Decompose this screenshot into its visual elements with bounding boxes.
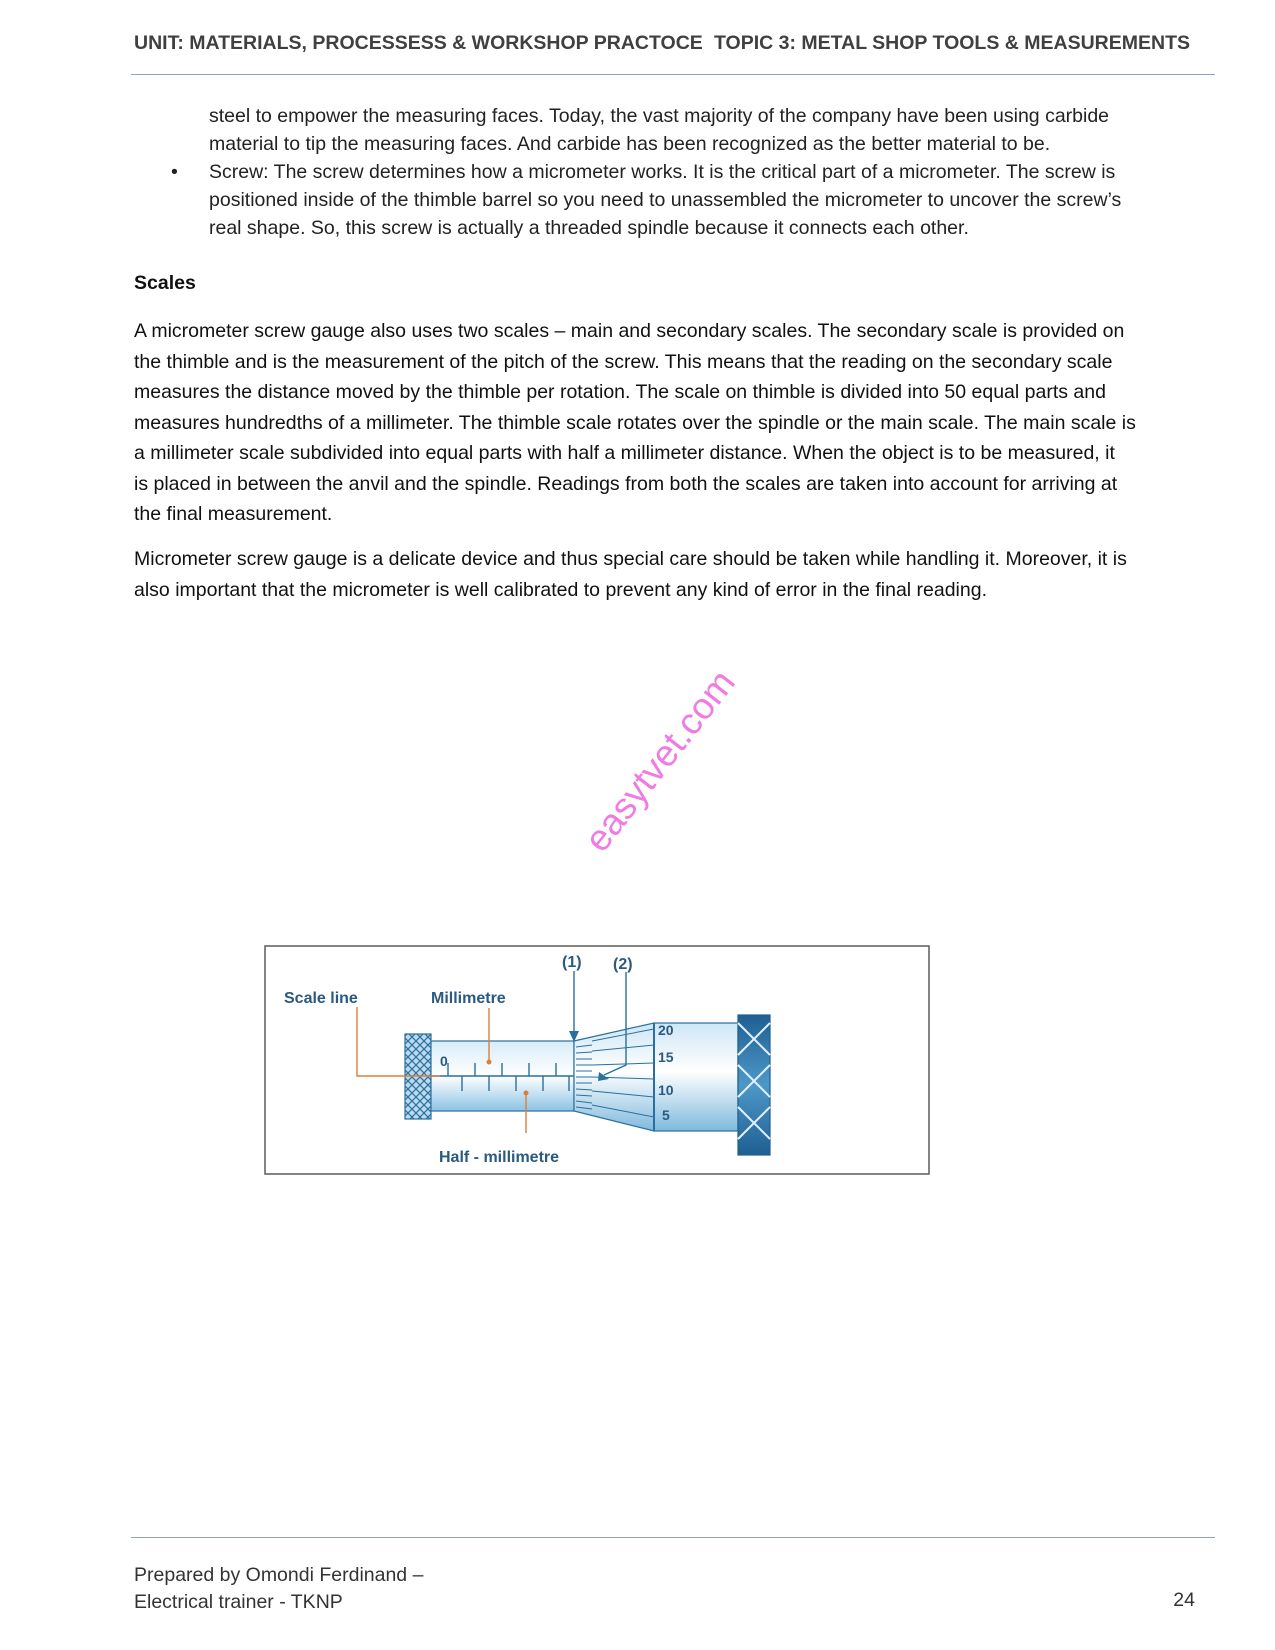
page-header	[134, 32, 1190, 74]
bullet-dot: •	[171, 161, 178, 183]
paragraph-line: the thimble and is the measurement of the pitch of the screw. This means that the reading on the secondary scale	[134, 350, 1113, 373]
screw-line: Screw: The screw determines how a micrometer works. It is the critical part of a micrometer. The screw is	[209, 161, 1116, 183]
half-millimetre-label: Half - millimetre	[439, 1149, 560, 1166]
zero-label: 0	[440, 1053, 448, 1069]
marker-1-label: (1)	[562, 954, 582, 971]
bullet-continuation-line: material to tip the measuring faces. And carbide has been recognized as the better material to be.	[209, 133, 1051, 155]
page-footer	[134, 1562, 423, 1616]
micrometer-scale-figure	[264, 945, 930, 1175]
paragraph-line: also important that the micrometer is well calibrated to prevent any kind of error in the final reading.	[134, 578, 988, 601]
watermark: easytvet.com	[576, 662, 743, 860]
footer-rule	[131, 1537, 1215, 1538]
section-heading-scales: Scales	[134, 272, 196, 294]
page-number: 24	[1173, 1589, 1195, 1611]
screw-line: real shape. So, this screw is actually a threaded spindle because it connects each other.	[209, 217, 969, 239]
scale-line-label: Scale line	[284, 990, 358, 1007]
marker-2-label: (2)	[613, 956, 633, 973]
millimetre-label: Millimetre	[431, 990, 506, 1007]
header-topic: TOPIC 3: METAL SHOP TOOLS & MEASUREMENTS	[714, 32, 1190, 54]
paragraph-line: a millimeter scale subdivided into equal parts with half a millimeter distance. When the object is to be measured, it	[134, 442, 1115, 464]
footer-role: Electrical trainer - TKNP	[134, 1591, 343, 1613]
screw-line: positioned inside of the thimble barrel so you need to unassembled the micrometer to uncover the screw’s	[209, 189, 1122, 211]
paragraph-line: is placed in between the anvil and the spindle. Readings from both the scales are taken into account for arriving at	[134, 472, 1118, 495]
paragraph-scales	[134, 316, 1214, 530]
thimble-number: 20	[658, 1022, 674, 1038]
header-unit: UNIT: MATERIALS, PROCESSESS & WORKSHOP PRACTOCE	[134, 32, 703, 54]
thimble-number: 5	[662, 1107, 670, 1123]
thimble-number: 15	[658, 1049, 674, 1065]
paragraph-line: A micrometer screw gauge also uses two scales – main and secondary scales. The secondary scale is provided on	[134, 320, 1125, 342]
bullet-list	[134, 102, 1204, 242]
paragraph-line: measures hundredths of a millimeter. The thimble scale rotates over the spindle or the main scale. The main scale is	[134, 411, 1136, 434]
paragraph-line: Micrometer screw gauge is a delicate device and thus special care should be taken while handling it. Moreover, it is	[134, 548, 1127, 570]
bullet-continuation-line: steel to empower the measuring faces. Today, the vast majority of the company have been using carbide	[209, 105, 1110, 127]
paragraph-care	[134, 544, 1214, 605]
paragraph-line: measures the distance moved by the thimble per rotation. The scale on thimble is divided into 50 equal parts and	[134, 381, 1106, 403]
header-rule	[131, 74, 1215, 75]
list-item-screw	[134, 158, 1204, 186]
paragraph-line: the final measurement.	[134, 503, 333, 525]
thimble-number: 10	[658, 1082, 674, 1098]
footer-author: Prepared by Omondi Ferdinand –	[134, 1564, 424, 1586]
